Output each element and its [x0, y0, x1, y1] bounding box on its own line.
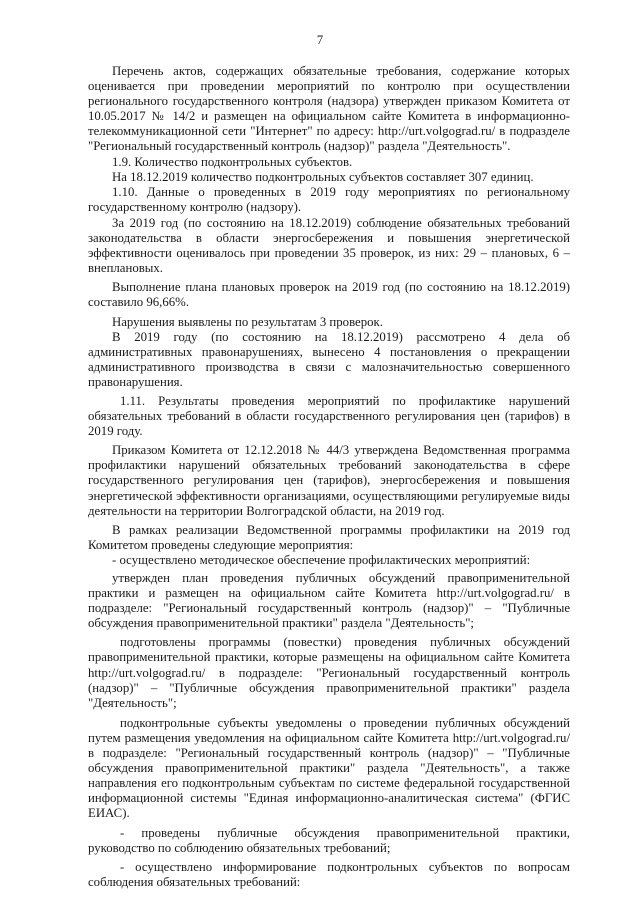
paragraph-administrative-cases: В 2019 году (по состоянию на 18.12.2019) рассмотрено 4 дела об административных правонарушениях, вынесено 4 постановления о прекращении административного производства в связи с малозначительностью совершенного правонарушения.: [88, 329, 570, 389]
paragraph-1-10-heading: 1.10. Данные о проведенных в 2019 году мероприятиях по региональному государственному контролю (надзору).: [88, 184, 570, 214]
paragraph-methodical-support: - осуществлено методическое обеспечение профилактических мероприятий:: [112, 552, 531, 567]
paragraph-acts-list: Перечень актов, содержащих обязательные требования, содержание которых оценивается при проведении мероприятий по контролю при осуществлении регионального государственного контроля (надзора) утвержден приказом Комитета от 10.05.2017 № 14/2 и размещен на официальном сайте Комитета в информационно-телекоммуникационной сети "Интернет" по адресу: http://urt.volgograd.ru/ в подразделе "Региональный государственный контроль (надзор)" раздела "Деятельность".: [88, 64, 570, 154]
paragraph-activities-intro: В рамках реализации Ведомственной программы профилактики на 2019 год Комитетом проведены следующие мероприятия:: [88, 522, 570, 552]
paragraph-discussions-held: - проведены публичные обсуждения правоприменительной практики, руководство по соблюдению обязательных требований;: [88, 825, 570, 855]
paragraph-prevention-program: Приказом Комитета от 12.12.2018 № 44/3 утверждена Ведомственная программа профилактики нарушений обязательных требований законодательства в сфере государственного регулирования цен (тарифов), энергосбережения и повышения энергетической эффективности организациями, осуществляющими регулируемые виды деятельности на территории Волгоградской области, на 2019 год.: [88, 443, 570, 518]
paragraph-violations: Нарушения выявлены по результатам 3 проверок.: [112, 314, 383, 329]
page-number: 7: [316, 33, 324, 47]
paragraph-plan-approved: утвержден план проведения публичных обсуждений правоприменительной практики и размещен на официальном сайте Комитета http://urt.volgograd.ru/ в подразделе: "Региональный государственный контроль (надзор)" – "Публичные обсуждения правоприменительной практики" раздела "Деятельность";: [88, 571, 570, 631]
document-body: [88, 64, 570, 890]
paragraph-1-11-heading: 1.11. Результаты проведения мероприятий по профилактике нарушений обязательных требований в области государственного регулирования цен (тарифов) в 2019 году.: [88, 393, 570, 439]
paragraph-subjects-count: На 18.12.2019 количество подконтрольных субъектов составляет 307 единиц.: [112, 169, 534, 184]
paragraph-agendas-prepared: подготовлены программы (повестки) проведения публичных обсуждений правоприменительной практики, которые размещены на официальном сайте Комитета http://urt.volgograd.ru/ в подразделе: "Региональный государственный контроль (надзор)" – "Публичные обсуждения правоприменительной практики" раздела "Деятельность";: [88, 635, 570, 710]
paragraph-plan-execution: Выполнение плана плановых проверок на 2019 год (по состоянию на 18.12.2019) составило 96,66%.: [88, 280, 570, 310]
paragraph-inspections-2019: За 2019 год (по состоянию на 18.12.2019) соблюдение обязательных требований законодательства в области энергосбережения и повышения энергетической эффективности оценивалось при проведении 35 проверок, из них: 29 – плановых, 6 – внеплановых.: [88, 215, 570, 276]
paragraph-1-9-heading: 1.9. Количество подконтрольных субъектов.: [112, 154, 353, 169]
paragraph-informing: - осуществлено информирование подконтрольных субъектов по вопросам соблюдения обязательных требований:: [88, 859, 570, 889]
paragraph-subjects-notified: подконтрольные субъекты уведомлены о проведении публичных обсуждений путем размещения уведомления на официальном сайте Комитета http://urt.volgograd.ru/ в подразделе: "Региональный государственный контроль (надзор)" – "Публичные обсуждения правоприменительной практики" раздела "Деятельность", а также направления его подконтрольным субъектам по системе федеральной государственной информационной системы "Единая информационно-аналитическая система" (ФГИС ЕИАС).: [88, 715, 570, 821]
